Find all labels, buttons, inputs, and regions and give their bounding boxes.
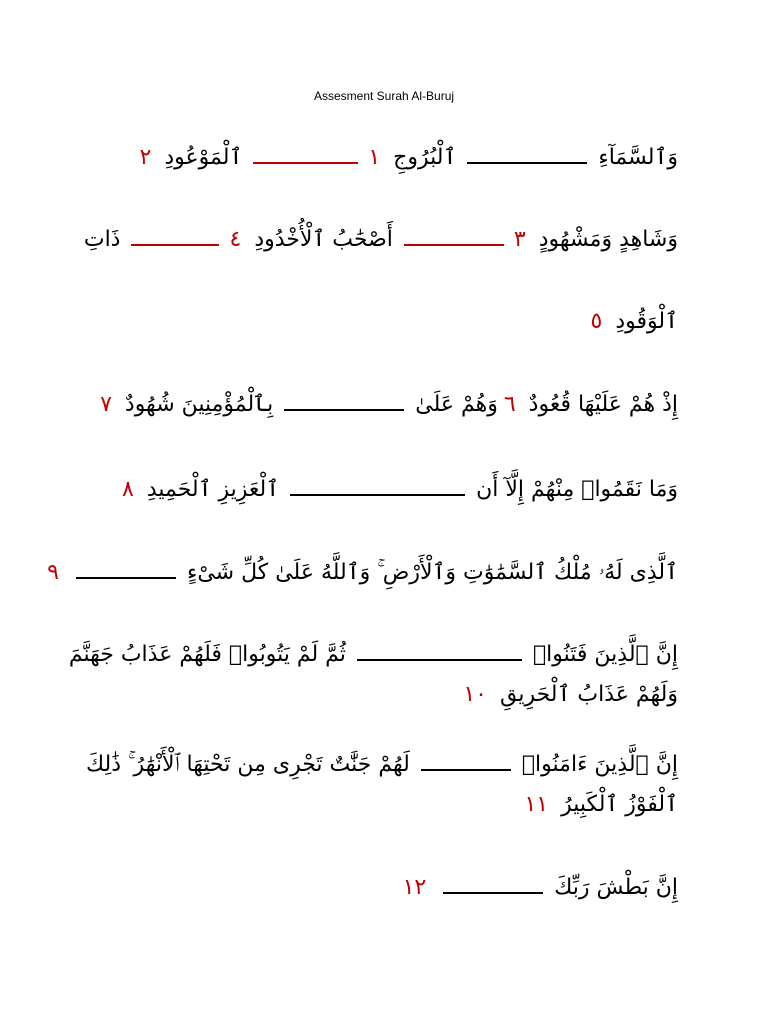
answer-blank[interactable]: [467, 160, 587, 164]
verse-text: لَهُمْ جَنَّٰتٌ تَجْرِى مِن تَحْتِهَا ٱلْأَنْهَٰرُ ۚ ذَٰلِكَ: [86, 752, 410, 777]
verse-text: وَلَهُمْ عَذَابُ ٱلْحَرِيقِ: [500, 682, 678, 707]
verse-text: إِذْ هُمْ عَلَيْهَا قُعُودٌ: [528, 392, 678, 417]
verse-line-8: [100, 680, 678, 710]
question-number: ١: [368, 145, 381, 170]
question-number: ٧: [100, 392, 112, 417]
verse-text: ٱلْعَزِيزِ ٱلْحَمِيدِ: [146, 477, 280, 502]
answer-blank[interactable]: [131, 242, 219, 246]
answer-blank[interactable]: [76, 575, 176, 579]
question-number: ٣: [513, 227, 526, 252]
verse-text: أَصْحَٰبُ ٱلْأُخْدُودِ: [254, 227, 393, 252]
verse-line-5: [100, 475, 678, 505]
verse-text: إِنَّ ٱلَّذِينَ ءَامَنُوا۟: [521, 752, 678, 777]
verse-line-4: [100, 390, 678, 420]
verse-text: وَهُمْ عَلَىٰ: [415, 392, 498, 417]
verse-line-6: [47, 558, 678, 588]
question-number: ١١: [524, 792, 549, 817]
answer-blank[interactable]: [443, 890, 543, 894]
verse-text: ذَاتِ: [83, 227, 121, 252]
question-number: ٩: [47, 560, 59, 585]
question-number: ٥: [590, 309, 603, 334]
question-number: ٢: [139, 145, 152, 170]
answer-blank[interactable]: [290, 492, 465, 496]
question-number: ٨: [121, 477, 134, 502]
verse-text: وَٱلسَّمَآءِ: [598, 145, 678, 170]
verse-line-9: [86, 750, 678, 780]
answer-blank[interactable]: [253, 160, 358, 164]
verse-text: وَمَا نَقَمُوا۟ مِنْهُمْ إِلَّآ أَن: [476, 477, 678, 502]
question-number: ٤: [229, 227, 242, 252]
verse-text: ٱلْمَوْعُودِ: [164, 145, 243, 170]
verse-line-2: [83, 225, 678, 255]
answer-blank[interactable]: [357, 657, 522, 661]
verse-text: ٱلْبُرُوجِ: [393, 145, 457, 170]
verse-text: ٱلْفَوْزُ ٱلْكَبِيرُ: [561, 792, 678, 817]
question-number: ١٠: [463, 682, 487, 707]
verse-text: إِنَّ ٱلَّذِينَ فَتَنُوا۟: [532, 642, 678, 667]
verse-text: إِنَّ بَطْشَ رَبِّكَ: [554, 875, 678, 900]
answer-blank[interactable]: [404, 242, 504, 246]
question-number: ٦: [503, 392, 516, 417]
verse-text: ٱلَّذِى لَهُۥ مُلْكُ ٱلسَّمَٰوَٰتِ وَٱلْأَرْضِ ۚ وَٱللَّهُ عَلَىٰ كُلِّ شَىْءٍ: [186, 560, 678, 585]
verse-text: ٱلْوَقُودِ: [615, 309, 678, 334]
verse-line-3: [100, 307, 678, 337]
verse-line-7: [68, 640, 678, 670]
answer-blank[interactable]: [421, 767, 511, 771]
verse-line-10: [100, 790, 678, 820]
worksheet-title: Assesment Surah Al-Buruj: [313, 89, 455, 103]
answer-blank[interactable]: [284, 407, 404, 411]
verse-text: بِٱلْمُؤْمِنِينَ شُهُودٌ: [124, 392, 274, 417]
verse-text: وَشَاهِدٍ وَمَشْهُودٍ: [538, 227, 678, 252]
verse-line-1: [100, 143, 678, 173]
verse-line-11: [100, 873, 678, 903]
question-number: ١٢: [402, 875, 427, 900]
verse-text: ثُمَّ لَمْ يَتُوبُوا۟ فَلَهُمْ عَذَابُ جَهَنَّمَ: [68, 642, 346, 667]
